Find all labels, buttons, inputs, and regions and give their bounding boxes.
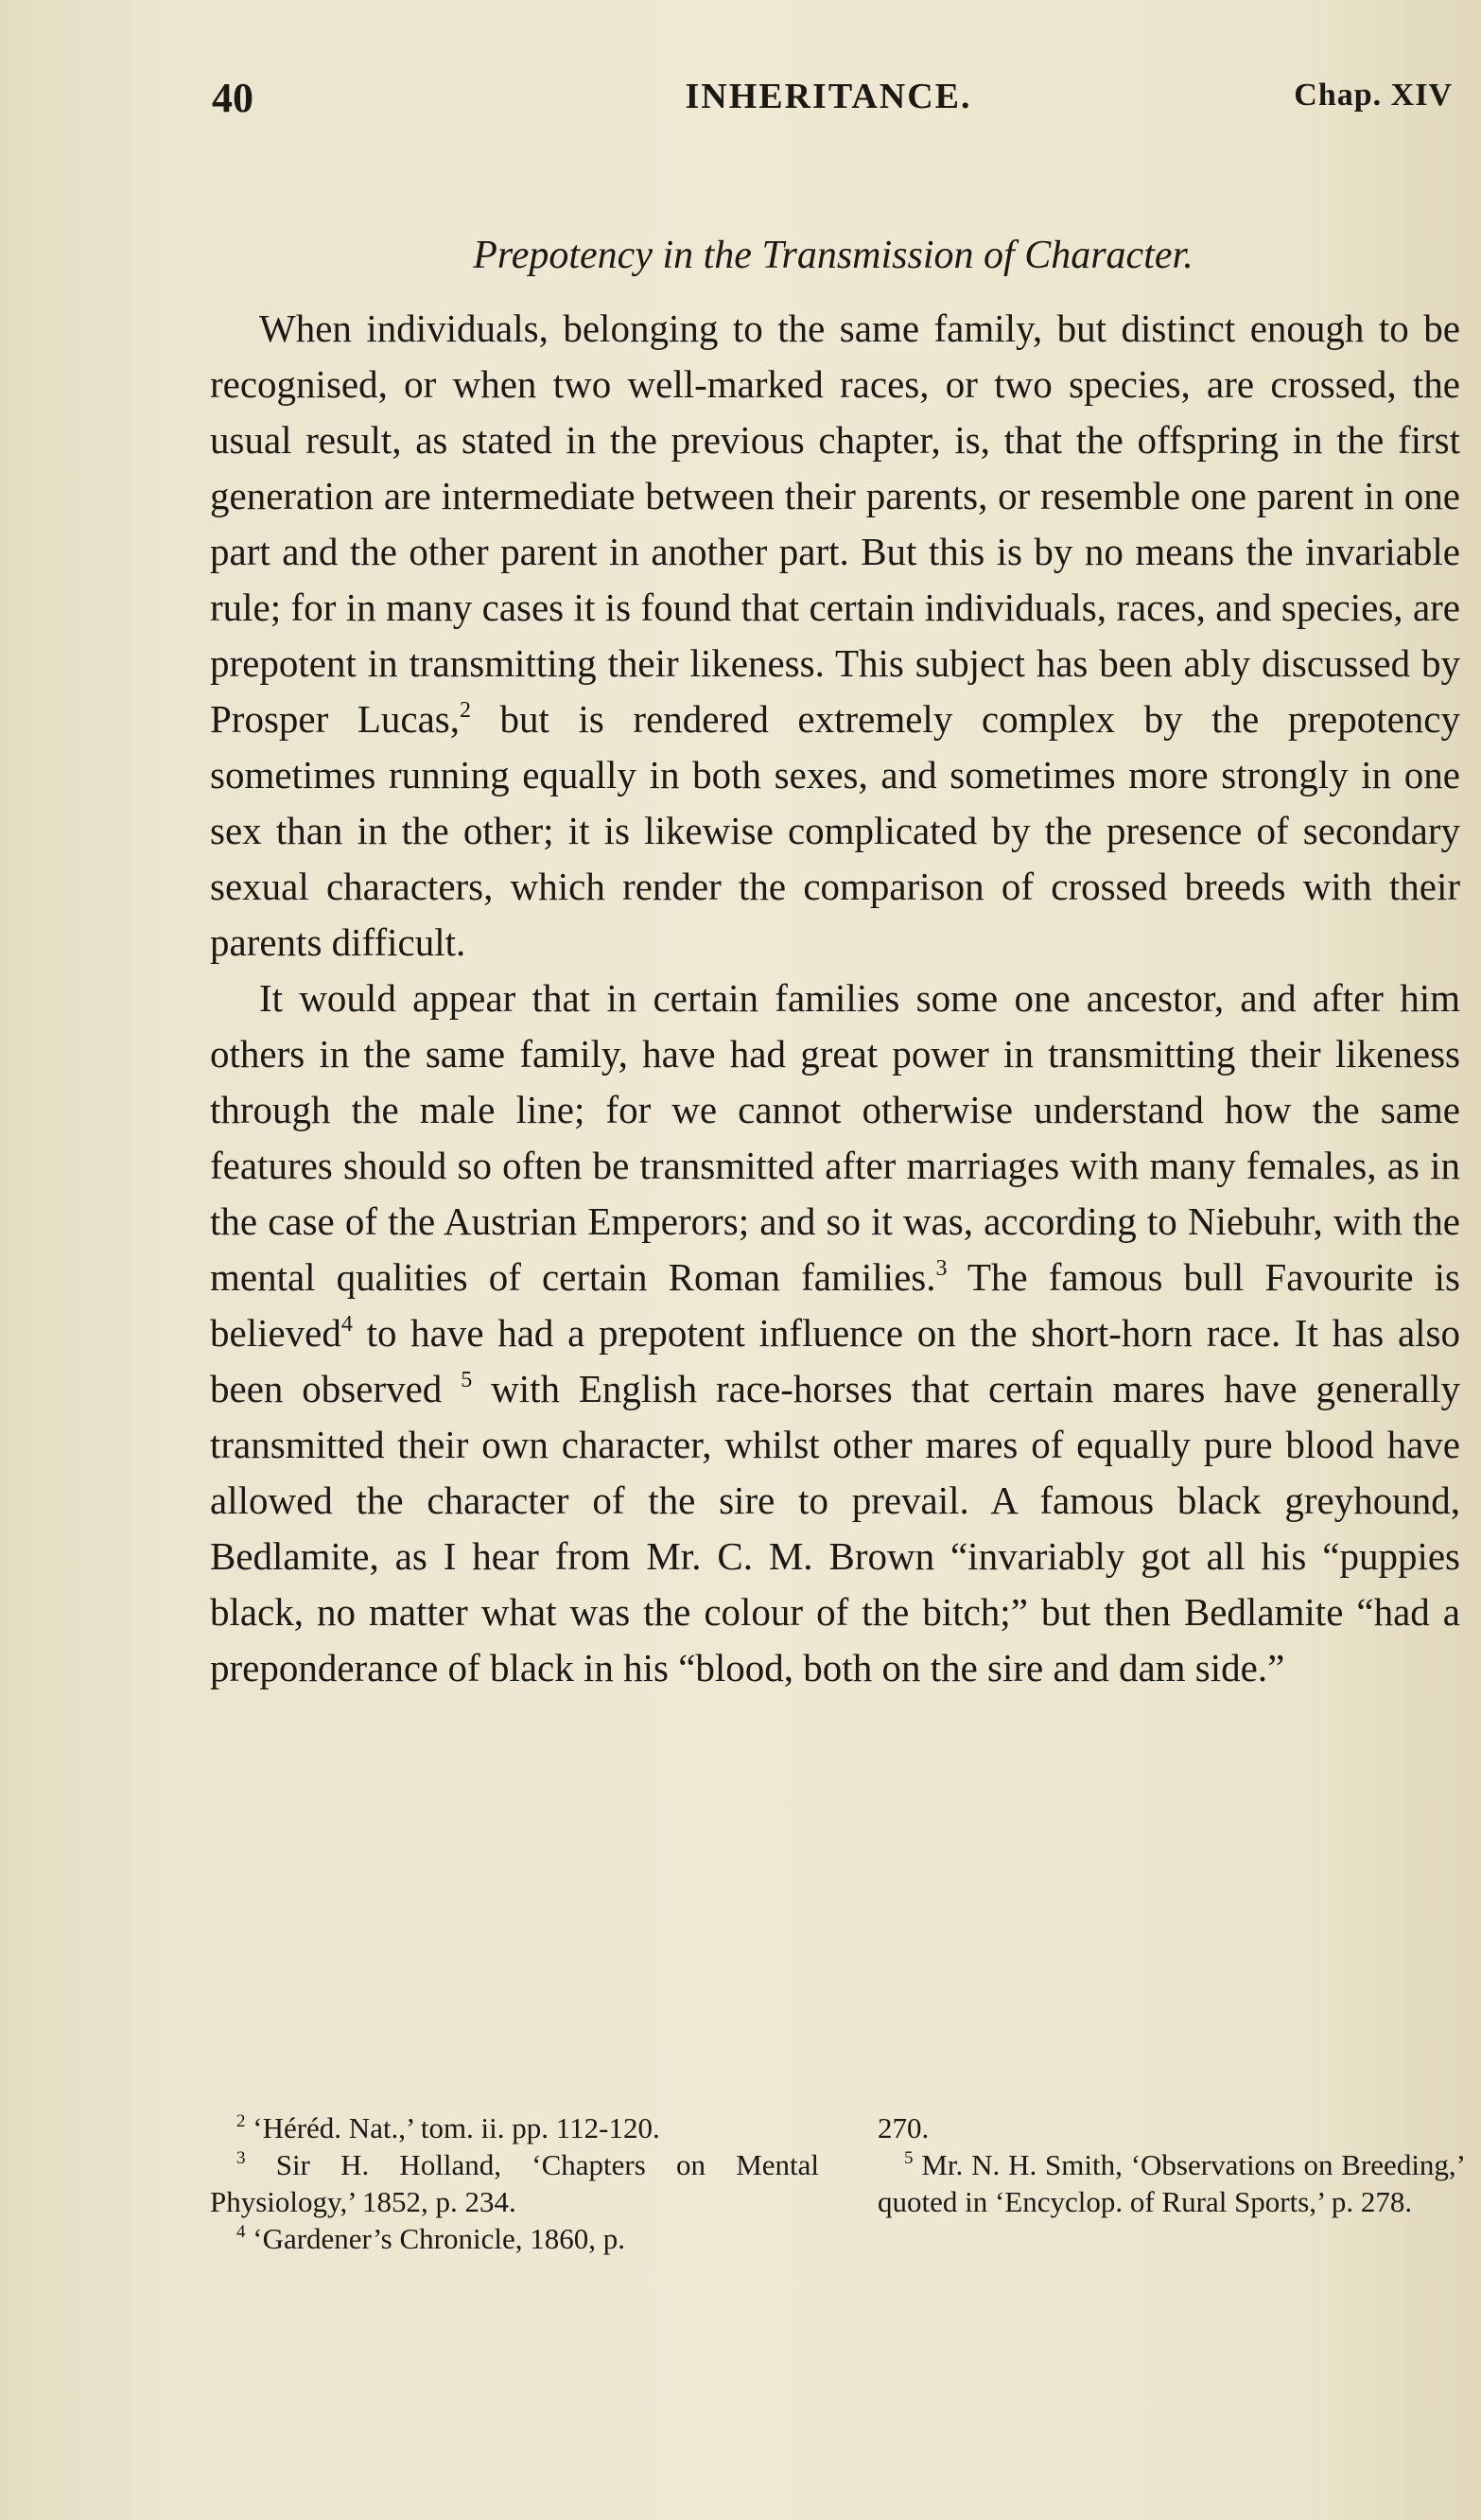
footnote-ref-4: 4: [340, 1312, 353, 1337]
footnote-2-number: 2: [236, 2111, 246, 2131]
paragraph-1: [210, 301, 1460, 971]
section-title: Prepotency in the Transmission of Character.: [473, 234, 1194, 277]
footnote-4-text: ‘Gardener’s Chronicle, 1860, p.: [245, 2222, 625, 2255]
paragraph-2-text-c: to have had a prepotent influence on the short-horn race. It has also been observed: [210, 1311, 1460, 1410]
footnote-2-text: ‘Héréd. Nat.,’ tom. ii. pp. 112-120.: [245, 2111, 660, 2144]
paragraph-1-text-a: When individuals, belonging to the same family, but distinct enough to be recognised, or when two well-marked races, or two species, are crossed, the usual result, as stated in the previous chapter, is, that the offspring in the first generation are intermediate between their parents, or resemble one parent in one part and the other parent in another part. But this is by no means the invariable rule; for in many cases it is found that certain individuals, races, and species, are prepotent in transmitting their likeness. This subject has been ably discussed by Prosper Lucas,: [210, 306, 1460, 741]
footnote-3: [210, 2146, 819, 2220]
body-text: [210, 301, 1460, 1696]
chapter-label: Chap. XIV: [1294, 78, 1453, 113]
paragraph-1-text-b: but is rendered extremely complex by the prepotency sometimes running equally in both sexes, and sometimes more strongly in one sex than in the other; it is likewise complicated by the presence of secondary sexual characters, which render the comparison of crossed breeds with their parents difficult.: [210, 697, 1460, 964]
running-head: [210, 74, 1456, 131]
running-title: INHERITANCE.: [685, 77, 972, 116]
paragraph-2-text-a: It would appear that in certain families some one ancestor, and after him others in the same family, have had great power in transmitting their likeness through the male line; for we cannot otherwise understand how the same features should so often be transmitted after marriages with many females, as in the case of the Austrian Emperors; and so it was, according to Niebuhr, with the mental qualities of certain Roman families.: [210, 976, 1460, 1299]
footnote-ref-2: 2: [459, 698, 471, 723]
footnote-2: [210, 2109, 819, 2146]
footnote-ref-5: 5: [461, 1368, 473, 1392]
paragraph-2-text-b: The famous bull Favourite is believed: [210, 1255, 1461, 1355]
footnote-4-number: 4: [236, 2222, 246, 2242]
page-number: 40: [212, 75, 253, 121]
paragraph-2-text-d: with English race-horses that certain mares have generally transmitted their own character, whilst other mares of equally pure blood have allowed the character of the sire to prevail. A famous black greyhound, Bedlamite, as I hear from Mr. C. M. Brown “invariably got all his “puppies black, no matter what was the colour of the bitch;” but then Bedlamite “had a preponderance of black in his “blood, both on the sire and dam side.”: [210, 1367, 1460, 1689]
footnote-5: [878, 2146, 1466, 2220]
footnote-5-text: Mr. N. H. Smith, ‘Observations on Breeding,’ quoted in ‘Encyclop. of Rural Sports,’ p. 278.: [878, 2148, 1466, 2218]
footnotes-right-column: [878, 2109, 1466, 2220]
footnote-4-continuation: 270.: [878, 2111, 930, 2144]
footnote-3-number: 3: [236, 2148, 246, 2168]
paragraph-2: [210, 971, 1460, 1696]
footnote-ref-3: 3: [935, 1256, 948, 1281]
footnote-4: [210, 2220, 819, 2257]
footnote-5-number: 5: [904, 2148, 914, 2168]
footnotes-left-column: [210, 2109, 819, 2257]
footnote-3-text: Sir H. Holland, ‘Chapters on Mental Physiology,’ 1852, p. 234.: [210, 2148, 819, 2218]
